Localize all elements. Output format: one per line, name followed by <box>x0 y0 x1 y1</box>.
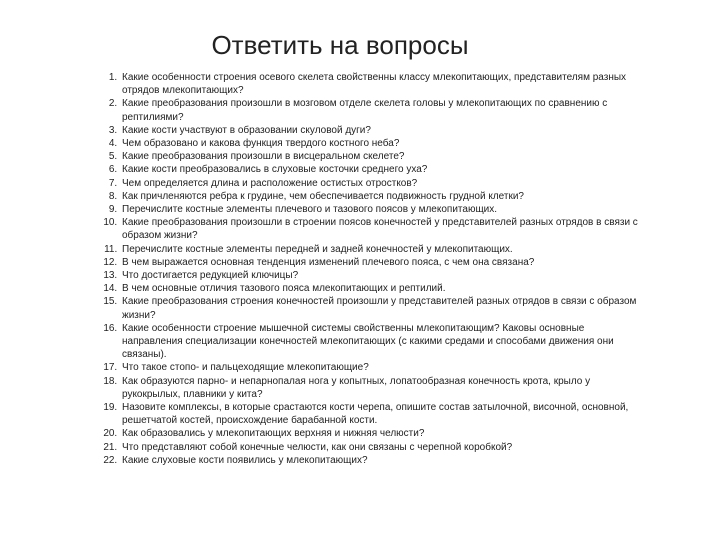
question-item: 21. Что представляют собой конечные челюсти, как они связаны с черепной коробкой? <box>120 441 640 454</box>
question-item: 11. Перечислите костные элементы передней и задней конечностей у млекопитающих. <box>120 243 640 256</box>
question-item: 7. Чем определяется длина и расположение остистых отростков? <box>120 177 640 190</box>
question-item: 19. Назовите комплексы, в которые срастаются кости черепа, опишите состав затылочной, височной, основной, решетчатой костей, происхождение барабанной кости. <box>120 401 640 427</box>
question-item: 16. Какие особенности строение мышечной системы свойственны млекопитающим? Каковы основные направления специализации конечностей млекопитающих (с какими средами и способами движения они связаны). <box>120 322 640 362</box>
question-item: 2. Какие преобразования произошли в мозговом отделе скелета головы у млекопитающих по сравнению с рептилиями? <box>120 97 640 123</box>
question-item: 4. Чем образовано и какова функция твердого костного неба? <box>120 137 640 150</box>
question-item: 12. В чем выражается основная тенденция изменений плечевого пояса, с чем она связана? <box>120 256 640 269</box>
question-item: 22. Какие слуховые кости появились у млекопитающих? <box>120 454 640 467</box>
question-item: 3. Какие кости участвуют в образовании скуловой дуги? <box>120 124 640 137</box>
question-item: 15. Какие преобразования строения конечностей произошли у представителей разных отрядов в связи с образом жизни? <box>120 295 640 321</box>
page-title: Ответить на вопросы <box>211 30 469 60</box>
question-item: 8. Как причленяются ребра к грудине, чем обеспечивается подвижность грудной клетки? <box>120 190 640 203</box>
question-item: 18. Как образуются парно- и непарнопалая нога у копытных, лопатообразная конечность крота, крыло у рукокрылых, плавники у кита? <box>120 375 640 401</box>
question-item: 13. Что достигается редукцией ключицы? <box>120 269 640 282</box>
question-item: 5. Какие преобразования произошли в висцеральном скелете? <box>120 150 640 163</box>
question-item: 17. Что такое стопо- и пальцеходящие млекопитающие? <box>120 361 640 374</box>
question-item: 1. Какие особенности строения осевого скелета свойственны классу млекопитающих, представителям разных отрядов млекопитающих? <box>120 71 640 97</box>
question-item: 10. Какие преобразования произошли в строении поясов конечностей у представителей разных отрядов в связи с образом жизни? <box>120 216 640 242</box>
question-item: 9. Перечислите костные элементы плечевого и тазового поясов у млекопитающих. <box>120 203 640 216</box>
question-list <box>82 71 640 467</box>
question-item: 6. Какие кости преобразовались в слуховые косточки среднего уха? <box>120 163 640 176</box>
question-item: 14. В чем основные отличия тазового пояса млекопитающих и рептилий. <box>120 282 640 295</box>
question-item: 20. Как образовались у млекопитающих верхняя и нижняя челюсти? <box>120 427 640 440</box>
